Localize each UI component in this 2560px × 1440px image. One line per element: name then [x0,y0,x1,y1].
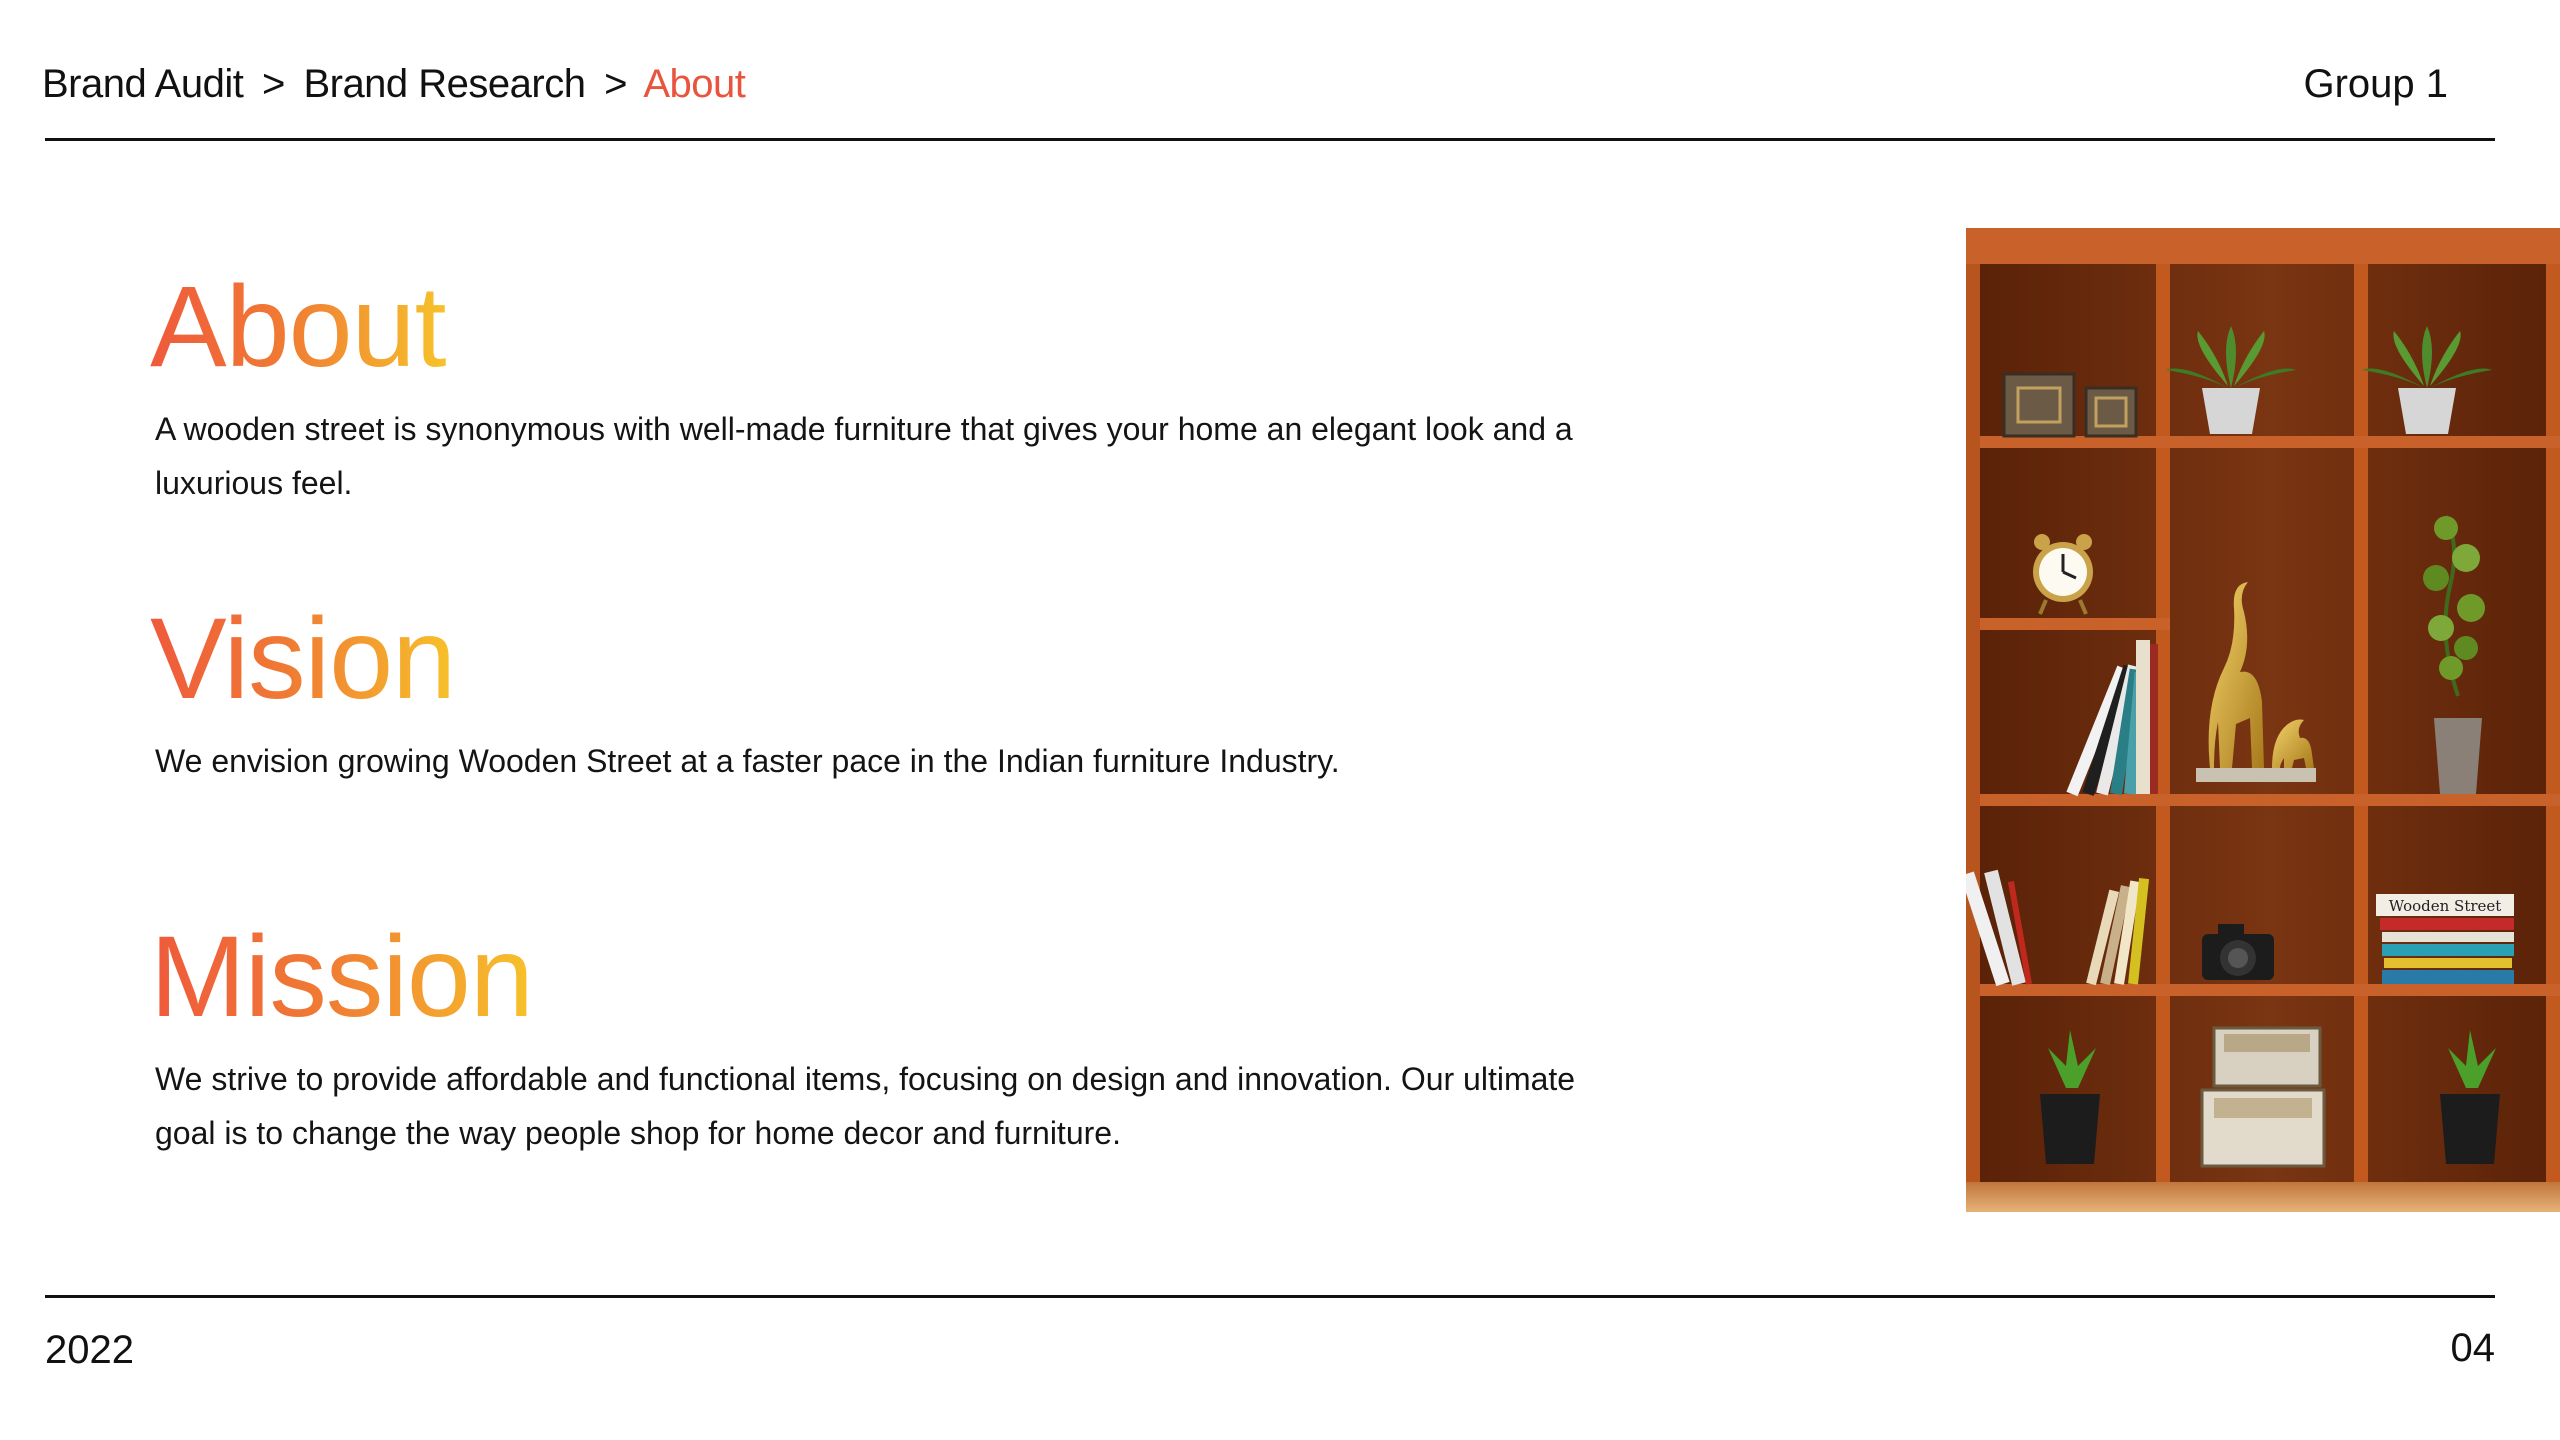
header-divider [45,138,2495,141]
shelf-board [1980,436,2560,448]
shelf-divider [2354,264,2368,1182]
shelf-board [1980,794,2560,806]
shelf-floor [1966,1182,2560,1212]
page-number: 04 [2450,1326,2495,1370]
breadcrumb-item-about: About [643,62,746,106]
shelf-divider [2546,264,2560,1182]
breadcrumb-separator: > [261,62,285,106]
mission-heading: Mission [150,913,533,1041]
about-heading: About [150,263,446,391]
shelf-board [1980,618,2170,630]
mission-text: We strive to provide affordable and functional items, focusing on design and innovation. Our ultimate goal is to change the way people shop for home decor and furniture. [155,1061,1576,1151]
breadcrumb-item-brand-research[interactable]: Brand Research [303,62,586,106]
books-stack [2376,894,2514,984]
shelf-board [1980,984,2560,996]
footer-year: 2022 [45,1328,134,1372]
bookshelf-image [1966,228,2560,1212]
book-label: Wooden Street [2388,897,2502,915]
about-text: A wooden street is synonymous with well-made furniture that gives your home an elegant look and a luxurious feel. [155,411,1573,501]
breadcrumb-item-brand-audit[interactable]: Brand Audit [42,62,244,106]
group-label: Group 1 [2303,62,2448,106]
decor-box [2086,388,2136,436]
vision-text: We envision growing Wooden Street at a faster pace in the Indian furniture Industry. [155,743,1340,779]
breadcrumb-separator: > [604,62,627,106]
storage-boxes [2202,1028,2324,1166]
shelf-plank [1966,228,2560,264]
breadcrumb [42,62,745,107]
vision-heading: Vision [150,595,456,723]
shelf-divider [2156,264,2170,1182]
footer-divider [45,1295,2495,1298]
decor-box [2004,374,2074,436]
